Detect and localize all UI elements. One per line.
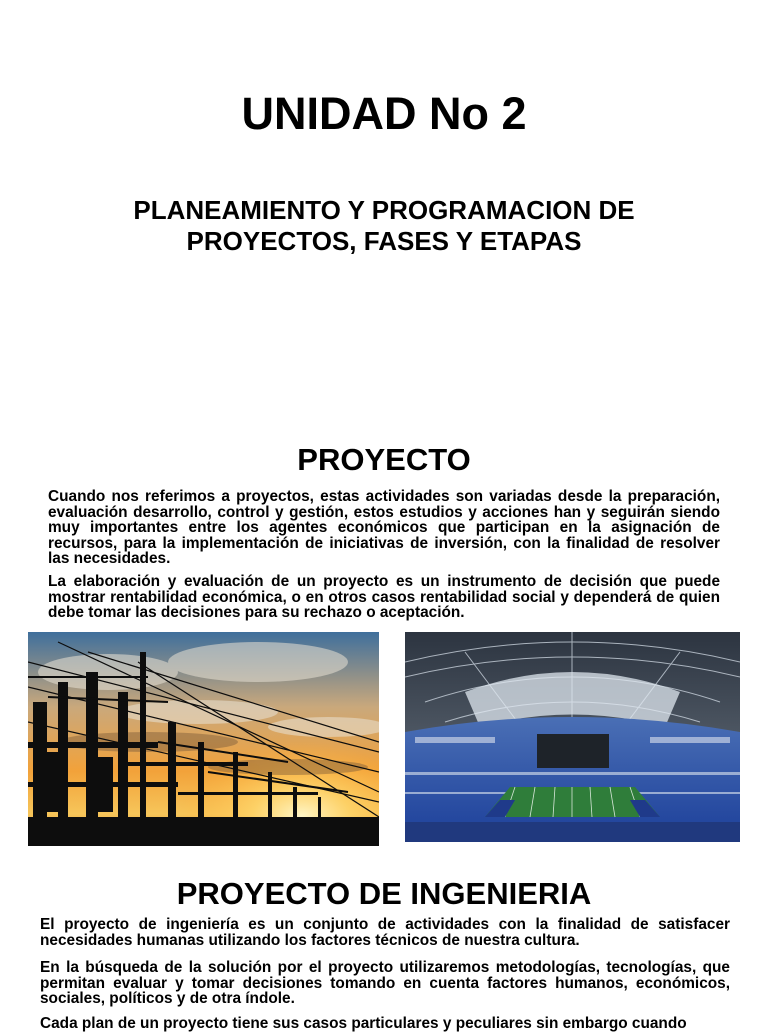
paragraph-ingenieria-1: El proyecto de ingeniería es un conjunto de actividades con la finalidad de satisfacer necesidades humanas utilizando los factores técnicos de nuestra cultura.	[40, 916, 730, 949]
section-heading-ingenieria: PROYECTO DE INGENIERIA	[176, 876, 592, 911]
page-subtitle: PLANEAMIENTO Y PROGRAMACION DE PROYECTOS, FASES Y ETAPAS	[133, 195, 635, 256]
stadium-photo	[405, 632, 740, 842]
paragraph-ingenieria-3: Cada plan de un proyecto tiene sus casos particulares y peculiares sin embargo cuando	[40, 1015, 687, 1032]
page-title: UNIDAD No 2	[241, 88, 527, 139]
paragraph-proyecto-2: La elaboración y evaluación de un proyecto es un instrumento de decisión que puede mostrar rentabilidad económica, o en otros casos rentabilidad social y dependerá de quien debe tomar las decisiones para su rechazo o aceptación.	[48, 573, 720, 622]
section-heading-proyecto: PROYECTO	[297, 442, 471, 477]
power-substation-photo	[28, 632, 379, 846]
paragraph-proyecto-1: Cuando nos referimos a proyectos, estas actividades son variadas desde la preparación, evaluación desarrollo, control y gestión, estos estudios y acciones han y seguirán siendo muy importantes entre los agentes económicos que participan en la asignación de recursos, para la implementación de iniciativas de inversión, con la finalidad de resolver las necesidades.	[48, 488, 720, 568]
paragraph-ingenieria-2: En la búsqueda de la solución por el proyecto utilizaremos metodologías, tecnologías, que permitan evaluar y tomar decisiones tomando en cuenta factores humanos, económicos, sociales, políticos y de otra índole.	[40, 959, 730, 1008]
